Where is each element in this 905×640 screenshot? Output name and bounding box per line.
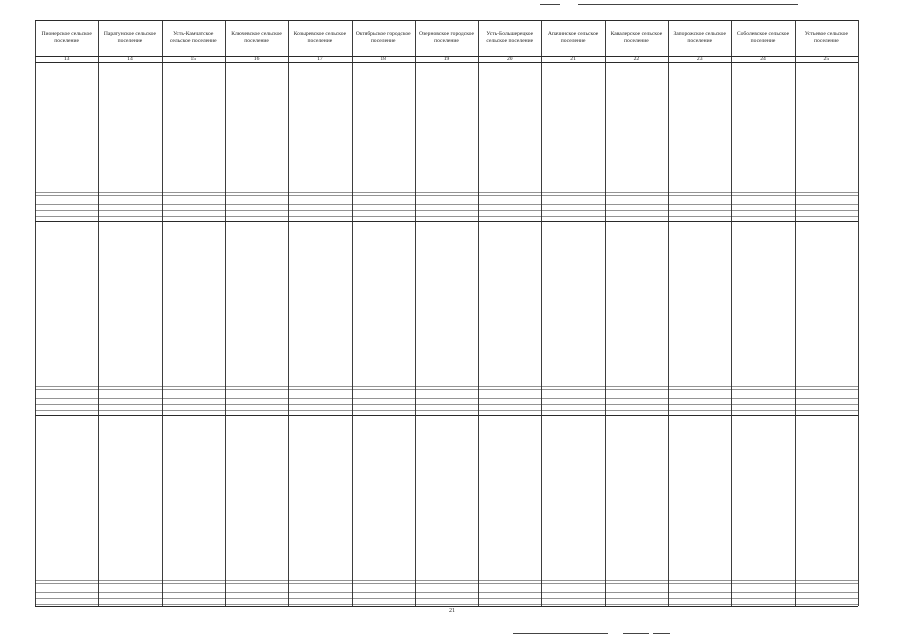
scan-mark-bottom-2 [623,633,649,634]
municipal-settlements-table [35,20,858,606]
column-header: Пионерское сельское поселение [41,31,92,44]
scan-mark-bottom-3 [653,633,670,634]
page-number: 21 [449,608,455,614]
scan-mark-top-1 [540,4,560,5]
column-header: Запорожское сельское поселение [673,31,726,44]
column-number: 19 [443,56,450,62]
column-number: 15 [190,56,197,62]
table-grid [35,20,858,606]
column-header: Апачинское сельское поселение [547,31,599,44]
column-number: 16 [253,56,260,62]
column-number: 13 [63,56,70,62]
column-header: Усть-Камчатское сельское поселение [169,31,217,44]
column-header: Соболевское сельское поселение [736,31,790,44]
column-number: 17 [317,56,323,62]
column-header: Козыревское сельское поселение [293,31,347,44]
column-number: 21 [570,56,576,62]
column-header: Паратунское сельское поселение [103,31,156,44]
column-number: 20 [506,56,513,62]
column-header: Устьевое сельское поселение [804,31,848,44]
column-number: 25 [823,56,830,62]
column-number: 23 [696,56,703,62]
column-header: Усть-Большерецкое сельское поселение [486,31,534,44]
column-header: Ключевское сельское поселение [231,31,282,44]
column-number: 18 [380,56,386,62]
column-header: Кавалерское сельское поселение [610,31,663,44]
scan-mark-bottom-1 [513,633,608,634]
column-number: 14 [127,56,133,62]
column-number: 22 [633,56,640,62]
column-header: Октябрьское городское поселение [355,31,411,44]
column-number: 24 [760,56,766,62]
scan-mark-top-2 [578,4,798,5]
column-header: Озерновское городское поселение [418,31,475,44]
